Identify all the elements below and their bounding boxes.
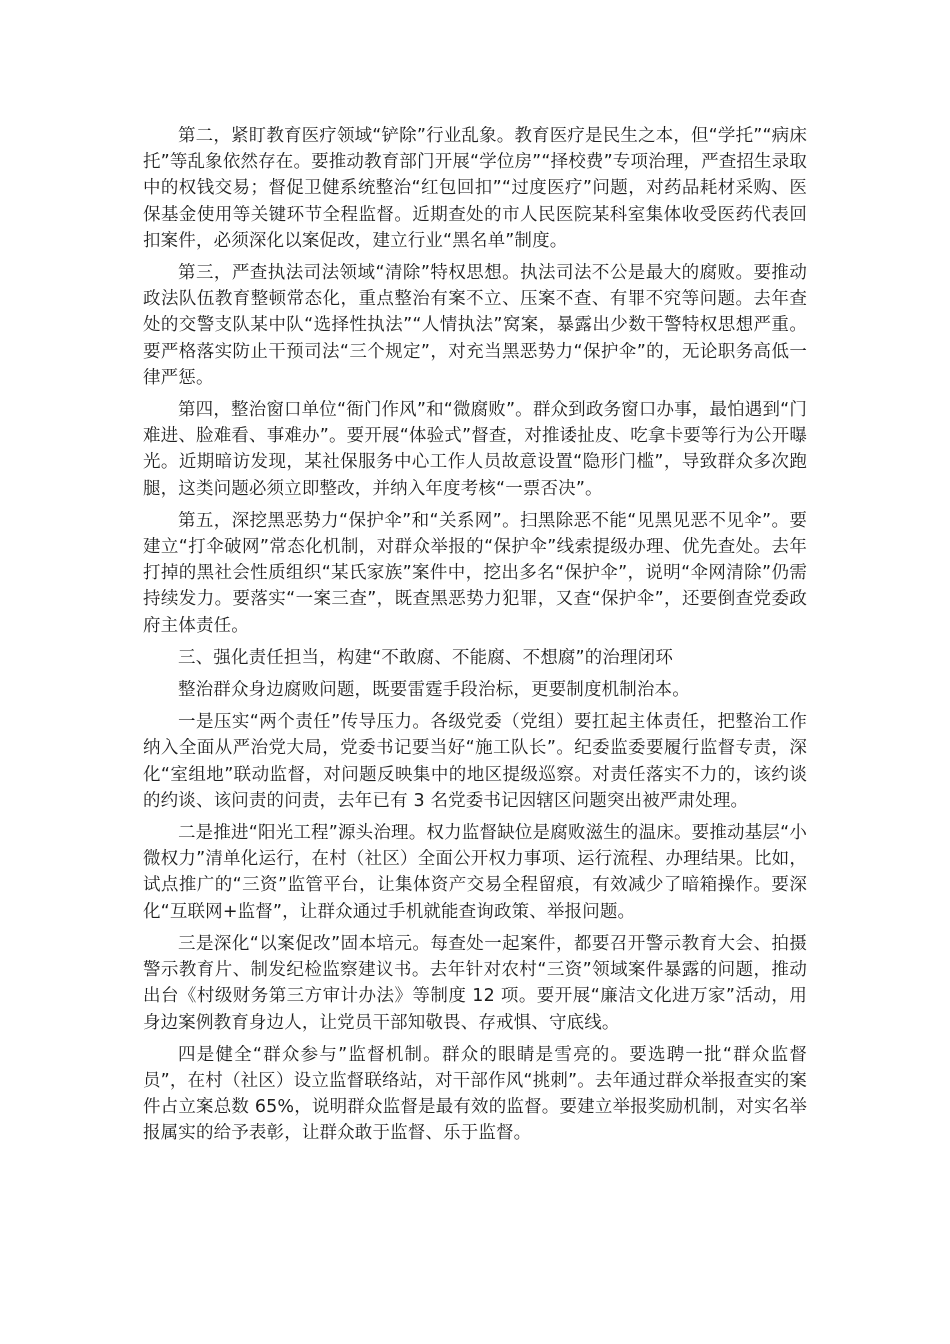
paragraph-protective-umbrella: 第五，深挖黑恶势力“保护伞”和“关系网”。扫黑除恶不能“见黑见恶不见伞”。要建立“打伞破网”常态化机制，对群众举报的“保护伞”线索提级办理、优先查处。去年打掉的黑社会性质组织“某氏家族”案件中，挖出多名“保护伞”，说明“伞网清除”仍需持续发力。要落实“一案三查”，既查黑恶势力犯罪，又查“保护伞”，还要倒查党委政府主体责任。 (143, 510, 807, 636)
document-body (143, 123, 807, 1153)
paragraph-section-intro: 整治群众身边腐败问题，既要雷霆手段治标，更要制度机制治本。 (178, 680, 690, 701)
paragraph-law-enforcement: 第三，严查执法司法领域“清除”特权思想。执法司法不公是最大的腐败。要推动政法队伍教育整顿常态化，重点整治有案不立、压案不查、有罪不究等问题。去年查处的交警支队某中队“选择性执法”“人情执法”窝案，暴露出少数干警特权思想严重。要严格落实防止干预司法“三个规定”，对充当黑恶势力“保护伞”的，无论职务高低一律严惩。 (143, 263, 807, 388)
paragraph-public-supervision: 四是健全“群众参与”监督机制。群众的眼睛是雪亮的。要选聘一批“群众监督员”，在村（社区）设立监督联络站，对干部作风“挑刺”。去年通过群众举报查实的案件占立案总数 65%，说明群众监督是最有效的监督。要建立举报奖励机制，对实名举报属实的给予表彰，让群众敢于监督、乐于监督。 (143, 1044, 807, 1144)
paragraph-education-medical: 第二，紧盯教育医疗领域“铲除”行业乱象。教育医疗是民生之本，但“学托”“病床托”等乱象依然存在。要推动教育部门开展“学位房”“择校费”专项治理，严查招生录取中的权钱交易；督促卫健系统整治“红包回扣”“过度医疗”问题，对药品耗材采购、医保基金使用等关键环节全程监督。近期查处的市人民医院某科室集体收受医药代表回扣案件，必须深化以案促改，建立行业“黑名单”制度。 (143, 126, 807, 251)
paragraph-sunshine-project: 二是推进“阳光工程”源头治理。权力监督缺位是腐败滋生的温床。要推动基层“小微权力”清单化运行，在村（社区）全面公开权力事项、运行流程、办理结果。比如，试点推广的“三资”监管平台，让集体资产交易全程留痕，有效减少了暗箱操作。要深化“互联网+监督”，让群众通过手机就能查询政策、举报问题。 (143, 823, 807, 922)
section-heading-three: 三、强化责任担当，构建“不敢腐、不能腐、不想腐”的治理闭环 (178, 647, 673, 668)
paragraph-case-reform: 三是深化“以案促改”固本培元。每查处一起案件，都要召开警示教育大会、拍摄警示教育片、制发纪检监察建议书。去年针对农村“三资”领域案件暴露的问题，推动出台《村级财务第三方审计办法》等制度 12 项。要开展“廉洁文化进万家”活动，用身边案例教育身边人，让党员干部知敬畏、存戒惧、守底线。 (143, 933, 807, 1033)
paragraph-service-windows: 第四，整治窗口单位“衙门作风”和“微腐败”。群众到政务窗口办事，最怕遇到“门难进、脸难看、事难办”。要开展“体验式”督查，对推诿扯皮、吃拿卡要等行为公开曝光。近期暗访发现，某社保服务中心工作人员故意设置“隐形门槛”，导致群众多次跑腿，这类问题必须立即整改，并纳入年度考核“一票否决”。 (143, 400, 807, 499)
paragraph-two-responsibilities: 一是压实“两个责任”传导压力。各级党委（党组）要扛起主体责任，把整治工作纳入全面从严治党大局，党委书记要当好“施工队长”。纪委监委要履行监督专责，深化“室组地”联动监督，对问题反映集中的地区提级巡察。对责任落实不力的，该约谈的约谈、该问责的问责，去年已有 3 名党委书记因辖区问题突出被严肃处理。 (143, 712, 807, 811)
